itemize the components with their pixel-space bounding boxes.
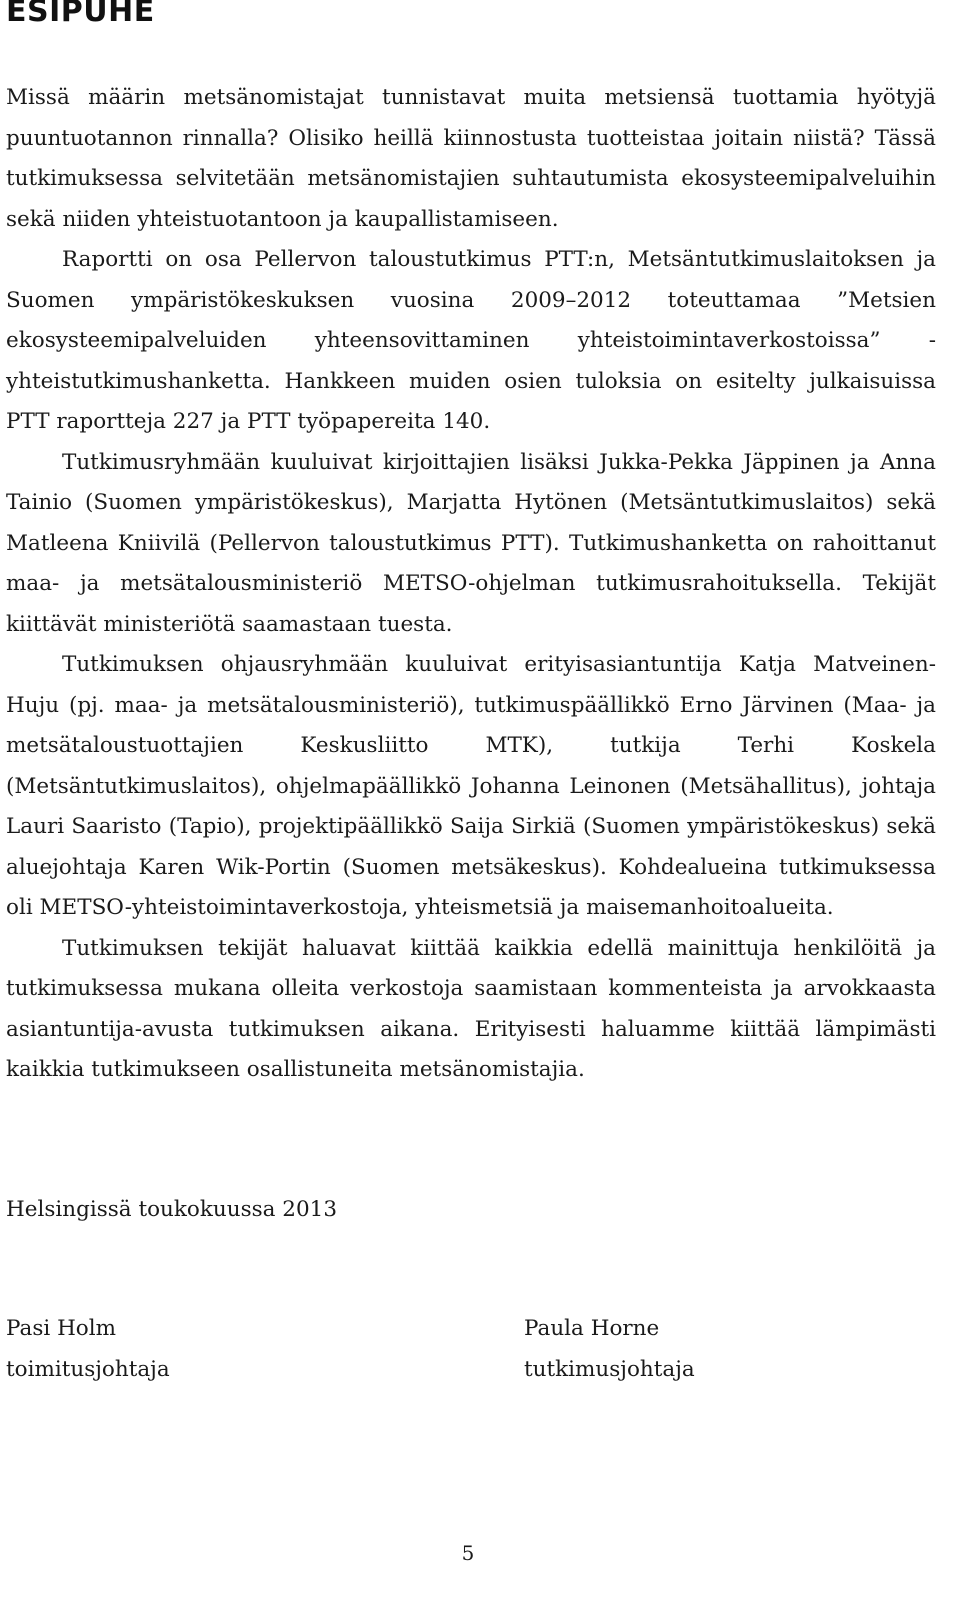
place-and-date: Helsingissä toukokuussa 2013 [6, 1197, 338, 1222]
paragraph-project: Raportti on osa Pellervon taloustutkimus PTT:n, Metsäntutkimuslaitoksen ja Suomen ympäristökeskuksen vuosina 2009–2012 toteuttamaa ”Metsien ekosysteemipalveluiden yhteensovittaminen yhteistoimintaverkostoissa” -yhteistutkimushanketta. Hankkeen muiden osien tuloksia on esitelty julkaisuissa PTT raportteja 227 ja PTT työpapereita 140. [6, 247, 936, 434]
signatory-name: Paula Horne [524, 1316, 660, 1341]
paragraph-research-group: Tutkimusryhmään kuuluivat kirjoittajien lisäksi Jukka-Pekka Jäppinen ja Anna Tainio (Suomen ympäristökeskus), Marjatta Hytönen (Metsäntutkimuslaitos) sekä Matleena Kniivilä (Pellervon taloustutkimus PTT). Tutkimushanketta on rahoittanut maa- ja metsätalousministeriö METSO-ohjelman tutkimusrahoituksella. Tekijät kiittävät ministeriötä saamastaan tuesta. [6, 449, 936, 637]
signatory-title: toimitusjohtaja [6, 1356, 170, 1382]
page-number: 5 [461, 1541, 475, 1565]
preface-body [6, 78, 936, 1091]
signature-block-right [524, 1309, 695, 1390]
paragraph-intro: Missä määrin metsänomistajat tunnistavat muita metsiensä tuottamia hyötyjä puuntuotannon rinnalla? Olisiko heillä kiinnostusta tuotteistaa joitain niistä? Tässä tutkimuksessa selvitetään metsänomistajien suhtautumista ekosysteemipalveluihin sekä niiden yhteistuotantoon ja kaupallistamiseen. [6, 85, 936, 232]
paragraph-acknowledgements: Tutkimuksen tekijät haluavat kiittää kaikkia edellä mainittuja henkilöitä ja tutkimuksessa mukana olleita verkostoja saamistaan kommenteista ja arvokkaasta asiantuntija-avusta tutkimuksen aikana. Erityisesti haluamme kiittää lämpimästi kaikkia tutkimukseen osallistuneita metsänomistajia. [6, 935, 936, 1082]
signature-block-left [6, 1309, 170, 1390]
signatory-name: Pasi Holm [6, 1316, 117, 1341]
signatory-title: tutkimusjohtaja [524, 1356, 695, 1382]
page-heading: ESIPUHE [6, 0, 155, 29]
paragraph-steering-group: Tutkimuksen ohjausryhmään kuuluivat erityisasiantuntija Katja Matveinen-Huju (pj. maa- ja metsätalousministeriö), tutkimuspäällikkö Erno Järvinen (Maa- ja metsätaloustuottajien Keskusliitto MTK), tutkija Terhi Koskela (Metsäntutkimuslaitos), ohjelmapäällikkö Johanna Leinonen (Metsähallitus), johtaja Lauri Saaristo (Tapio), projektipäällikkö Saija Sirkiä (Suomen ympäristökeskus) sekä aluejohtaja Karen Wik-Portin (Suomen metsäkeskus). Kohdealueina tutkimuksessa oli METSO-yhteistoimintaverkostoja, yhteismetsiä ja maisemanhoitoalueita. [6, 652, 936, 920]
